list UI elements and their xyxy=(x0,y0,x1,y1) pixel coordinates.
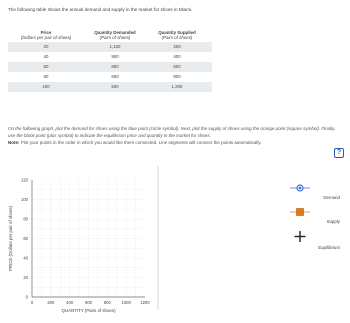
legend-supply[interactable] xyxy=(160,206,340,226)
table-row xyxy=(8,62,212,72)
x-tick-label: 400 xyxy=(66,300,74,305)
cell-price: 80 xyxy=(43,74,49,79)
y-tick-label: 20 xyxy=(23,275,28,280)
header-price: Price xyxy=(40,30,52,35)
y-tick-label: 80 xyxy=(23,216,28,222)
table-row xyxy=(8,52,212,62)
cell-price: 100 xyxy=(42,84,50,89)
intro-text: The following table shows the annual demand and supply in the market for shoes in Miami. xyxy=(8,7,193,12)
legend-equilibrium[interactable] xyxy=(160,230,340,250)
cell-qd: 1,100 xyxy=(109,44,121,49)
cell-qs: 900 xyxy=(173,74,181,79)
cell-qd: 600 xyxy=(111,74,119,79)
x-tick-label: 1000 xyxy=(121,300,131,305)
y-tick-label: 0 xyxy=(25,294,28,300)
header-price-unit: (Dollars per pair of shoes) xyxy=(20,35,72,40)
legend-demand-label: Demand xyxy=(323,195,340,200)
y-tick-label: 100 xyxy=(21,197,28,202)
cell-qs: 200 xyxy=(173,44,181,49)
x-tick-label: 0 xyxy=(30,300,34,305)
y-tick-label: 60 xyxy=(23,236,28,241)
y-tick-label: 120 xyxy=(21,177,28,183)
y-axis-label: PRICE (Dollars per pair of shoes) xyxy=(8,205,13,272)
table-row xyxy=(8,42,212,52)
x-tick-label: 200 xyxy=(47,300,55,305)
table-header-line2 xyxy=(8,35,212,40)
cell-qs: 1,200 xyxy=(171,84,183,89)
y-tick-label: 40 xyxy=(23,255,28,261)
cell-qd: 800 xyxy=(111,64,119,69)
legend-equilibrium-label: Equilibrium xyxy=(318,245,340,250)
header-qd: Quantity Demanded xyxy=(94,30,136,35)
cell-qd: 500 xyxy=(111,84,119,89)
header-qs-unit: (Pairs of shoes) xyxy=(161,35,193,40)
x-tick-label: 1200 xyxy=(140,300,150,305)
note-text xyxy=(8,140,262,145)
table-row xyxy=(8,72,212,82)
x-tick-label: 600 xyxy=(85,300,92,305)
demand-tool-icon[interactable] xyxy=(160,182,340,194)
x-axis-label: QUANTITY (Pairs of shoes) xyxy=(61,308,116,313)
legend-demand[interactable] xyxy=(160,182,340,202)
note-body: Plot your points in the order in which you would like them connected. Line segments will connect the points automatically. xyxy=(20,140,262,145)
drawing-palette xyxy=(160,160,340,280)
x-tick-label: 800 xyxy=(103,300,111,305)
cell-qd: 900 xyxy=(111,54,119,59)
cell-qs: 400 xyxy=(173,54,181,59)
header-qd-unit: (Pairs of shoes) xyxy=(99,35,131,40)
note-label: Note: xyxy=(8,140,20,145)
help-button[interactable]: ? xyxy=(334,148,344,158)
cell-price: 60 xyxy=(43,64,49,69)
table-row xyxy=(8,82,212,92)
cell-qs: 500 xyxy=(173,64,181,69)
cell-price: 20 xyxy=(43,44,49,49)
equilibrium-tool-icon[interactable] xyxy=(160,230,340,244)
instructions-text: On the following graph, plot the demand for shoes using the blue point (circle symbol). Next, plot the supply of shoes using the orange point (square symbol). Finally, use the black point (plus symbol) to indicate the equilibrium price and quantity in the market for shoes. xyxy=(8,126,336,138)
supply-demand-table xyxy=(8,30,212,92)
cell-price: 40 xyxy=(43,54,49,59)
legend-supply-label: Supply xyxy=(326,219,340,224)
grid-lines xyxy=(32,180,145,297)
tick-labels xyxy=(21,178,150,306)
supply-tool-icon[interactable] xyxy=(160,206,340,218)
header-qs: Quantity Supplied xyxy=(158,30,196,35)
